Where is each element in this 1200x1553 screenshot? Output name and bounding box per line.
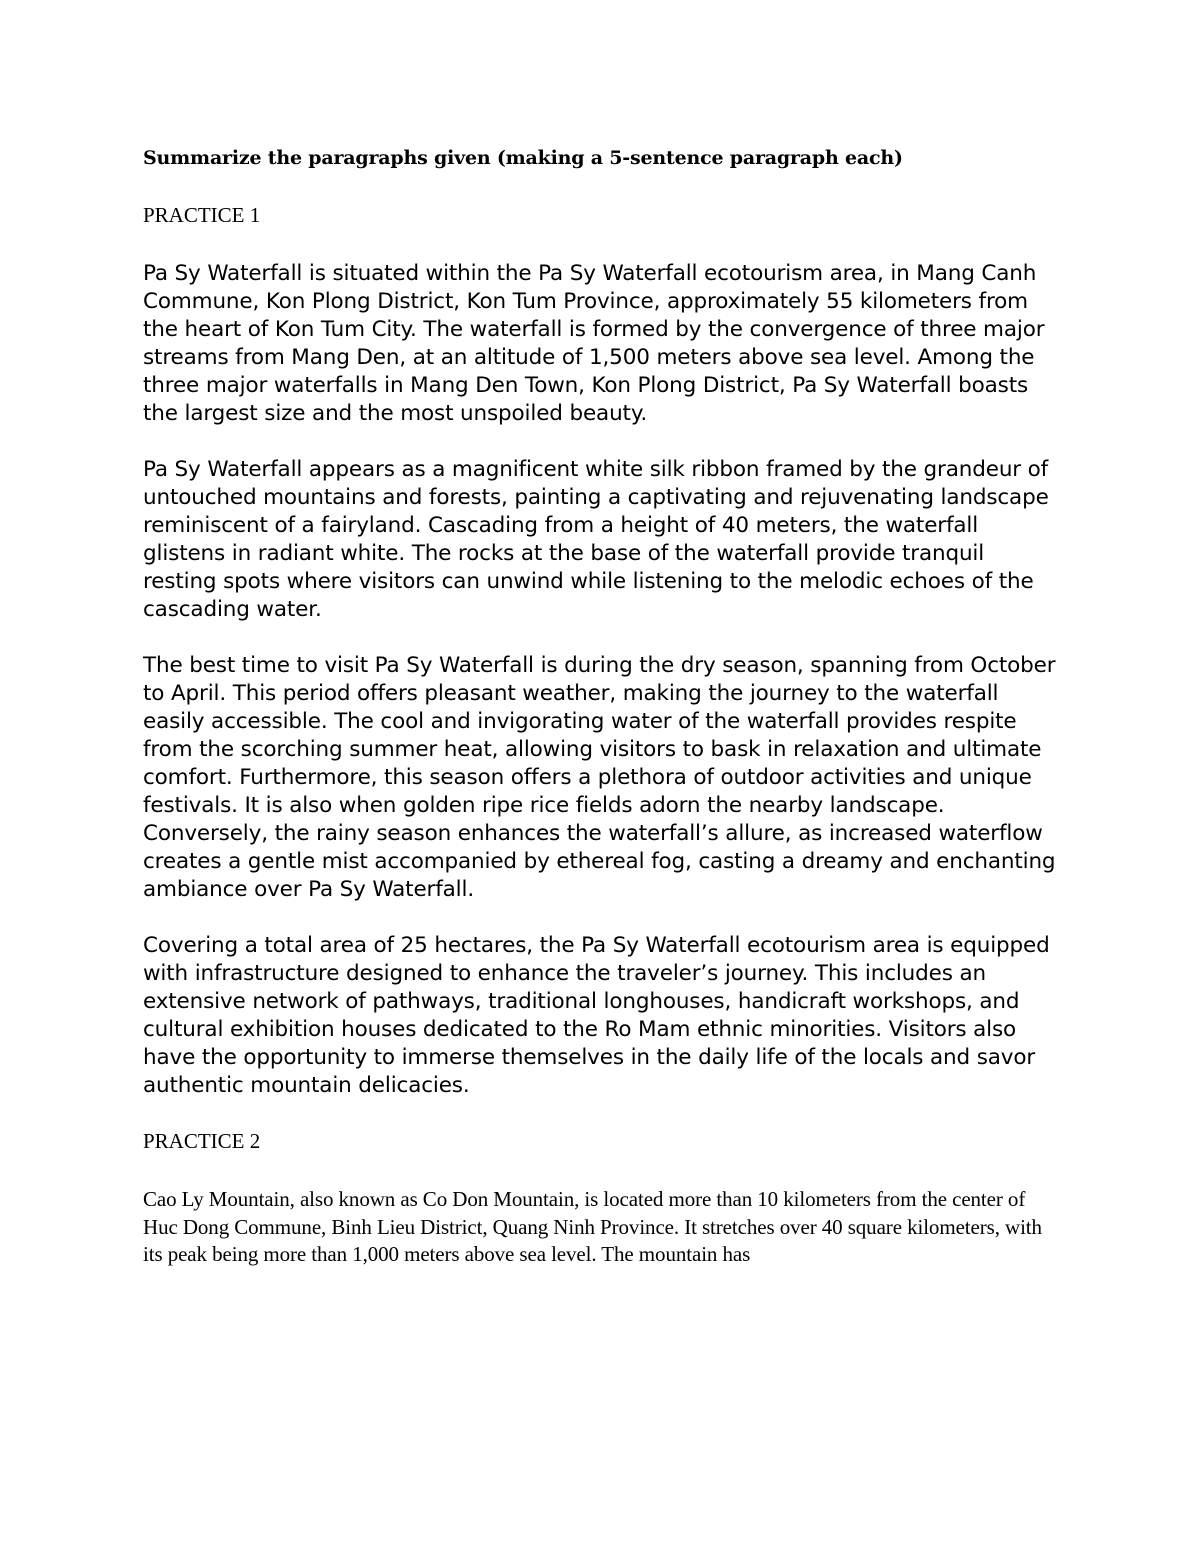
practice-1-paragraph-3: The best time to visit Pa Sy Waterfall is during the dry season, spanning from October to April. This period offers pleasant weather, making the journey to the waterfall easily accessible. The cool and invigorating water of the waterfall provides respite from the scorching summer heat, allowing visitors to bask in relaxation and ultimate comfort. Furthermore, this season offers a plethora of outdoor activities and unique festivals. It is also when golden ripe rice fields adorn the nearby landscape. Conversely, the rainy season enhances the waterfall’s allure, as increased waterflow creates a gentle mist accompanied by ethereal fog, casting a dreamy and enchanting ambiance over Pa Sy Waterfall. xyxy=(143,653,1056,902)
practice-1-paragraph-1: Pa Sy Waterfall is situated within the Pa Sy Waterfall ecotourism area, in Mang Canh Commune, Kon Plong District, Kon Tum Province, approximately 55 kilometers from the heart of Kon Tum City. The waterfall is formed by the convergence of three major streams from Mang Den, at an altitude of 1,500 meters above sea level. Among the three major waterfalls in Mang Den Town, Kon Plong District, Pa Sy Waterfall boasts the largest size and the most unspoiled beauty. xyxy=(143,261,1045,426)
practice-1-paragraph-4: Covering a total area of 25 hectares, the Pa Sy Waterfall ecotourism area is equipped with infrastructure designed to enhance the traveler’s journey. This includes an extensive network of pathways, traditional longhouses, handicraft workshops, and cultural exhibition houses dedicated to the Ro Mam ethnic minorities. Visitors also have the opportunity to immerse themselves in the daily life of the locals and savor authentic mountain delicacies. xyxy=(143,933,1050,1098)
practice-1-paragraph-2: Pa Sy Waterfall appears as a magnificent white silk ribbon framed by the grandeur of untouched mountains and forests, painting a captivating and rejuvenating landscape reminiscent of a fairyland. Cascading from a height of 40 meters, the waterfall glistens in radiant white. The rocks at the base of the waterfall provide tranquil resting spots where visitors can unwind while listening to the melodic echoes of the cascading water. xyxy=(143,457,1049,622)
practice-2-paragraph-1: Cao Ly Mountain, also known as Co Don Mountain, is located more than 10 kilometers from the center of Huc Dong Commune, Binh Lieu District, Quang Ninh Province. It stretches over 40 square kilometers, with its peak being more than 1,000 meters above sea level. The mountain has xyxy=(143,1187,1042,1266)
practice-2-heading: PRACTICE 2 xyxy=(143,1129,261,1153)
document-body xyxy=(143,145,1063,1269)
instruction-text: Summarize the paragraphs given (making a 5-sentence paragraph each) xyxy=(143,147,903,169)
practice-1-heading: PRACTICE 1 xyxy=(143,203,261,227)
